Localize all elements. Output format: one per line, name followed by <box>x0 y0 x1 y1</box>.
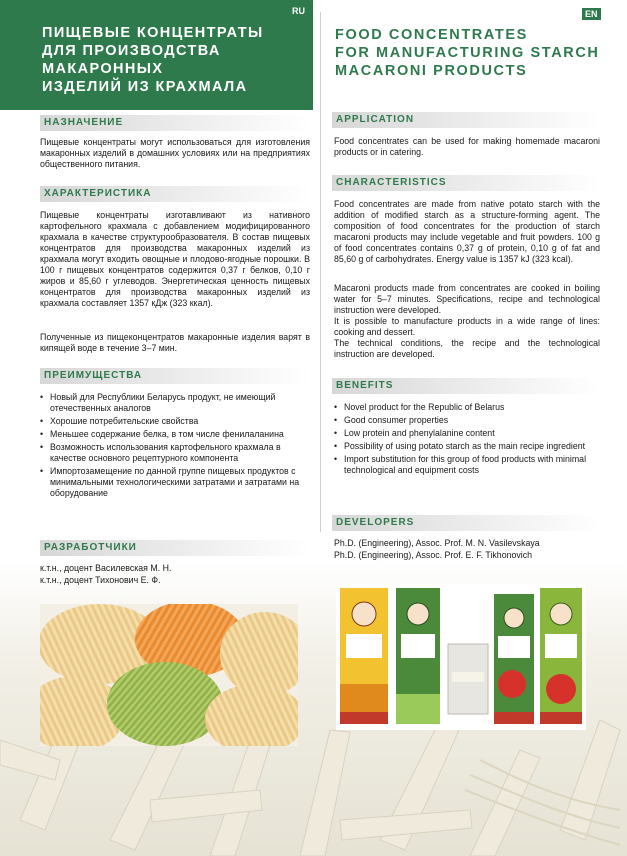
en-benefits-heading: BENEFITS <box>332 378 600 394</box>
en-developer-2: Ph.D. (Engineering), Assoc. Prof. E. F. Tikhonovich <box>334 550 533 560</box>
en-page-title: FOOD CONCENTRATES FOR MANUFACTURING STARCH MACARONI PRODUCTS <box>335 27 600 79</box>
ru-developer-1: к.т.н., доцент Василевская М. Н. <box>40 563 172 573</box>
en-language-label: EN <box>582 8 601 20</box>
column-divider <box>320 12 321 532</box>
list-item: • Good consumer properties <box>334 415 602 426</box>
ru-language-label: RU <box>292 6 305 16</box>
ru-characteristics-text-2: Полученные из пищеконцентратов макаронные изделия варят в кипящей воде в течение 3–7 мин. <box>40 332 310 353</box>
ru-advantages-list <box>40 392 312 501</box>
product-packages-photo <box>336 584 586 730</box>
ru-advantages-heading: ПРЕИМУЩЕСТВА <box>40 368 310 384</box>
list-item: • Low protein and phenylalanine content <box>334 428 602 439</box>
list-item: • Хорошие потребительские свойства <box>40 416 312 427</box>
en-developer-1: Ph.D. (Engineering), Assoc. Prof. M. N. Vasilevskaya <box>334 538 540 548</box>
list-item: • Новый для Республики Беларусь продукт, не имеющий отечественных аналогов <box>40 392 312 414</box>
en-benefits-list <box>334 402 602 478</box>
en-application-text: Food concentrates can be used for making homemade macaroni products or in catering. <box>334 136 600 157</box>
ru-characteristics-text-1: Пищевые концентраты изготавливают из нативного картофельного крахмала с добавлением модифицированного крахмала в качестве структурообразователя. В состав пищевых концентратов для производства макаронных изделий из крахмала могут входить овощные и плодово-ягодные порошки. В 100 г пищевых концентратов содержится 0,37 г белков, 0,10 г жиров и 85,60 г углеводов. Энергетическая ценность пищевых концентратов для производства макаронных изделий из крахмала составляет 1357 кДж (323 ккал). <box>40 210 310 308</box>
list-item: • Возможность использования картофельного крахмала в качестве основного рецептурного компонента <box>40 442 312 464</box>
ru-characteristics-heading: ХАРАКТЕРИСТИКА <box>40 186 310 202</box>
en-characteristics-text-3: It is possible to manufacture products in a wide range of lines: cooking and dessert. <box>334 316 600 337</box>
ru-page-title: ПИЩЕВЫЕ КОНЦЕНТРАТЫ ДЛЯ ПРОИЗВОДСТВА МАКАРОННЫХ ИЗДЕЛИЙ ИЗ КРАХМАЛА <box>42 25 264 95</box>
list-item: • Novel product for the Republic of Belarus <box>334 402 602 413</box>
ru-purpose-heading: НАЗНАЧЕНИЕ <box>40 115 310 131</box>
ru-purpose-text: Пищевые концентраты могут использоваться для изготовления макаронных изделий в домашних условиях или на предприятиях общественного питания. <box>40 137 310 169</box>
ru-developers-heading: РАЗРАБОТЧИКИ <box>40 540 310 556</box>
colored-pasta-nests-photo <box>40 604 298 746</box>
en-developers-heading: DEVELOPERS <box>332 515 600 531</box>
en-application-heading: APPLICATION <box>332 112 600 128</box>
list-item: • Import substitution for this group of food products with minimal technological and equipment costs <box>334 454 602 476</box>
ru-title-block <box>0 0 313 110</box>
en-characteristics-heading: CHARACTERISTICS <box>332 175 600 191</box>
list-item: • Импортозамещение по данной группе пищевых продуктов с минимальными технологическими затратами и затратами на оборудование <box>40 466 312 499</box>
ru-developer-2: к.т.н., доцент Тихонович Е. Ф. <box>40 575 161 585</box>
en-characteristics-text-2: Macaroni products made from concentrates are cooked in boiling water for 5–7 minutes. Specifications, recipe and technological instruction were developed. <box>334 283 600 315</box>
list-item: • Меньшее содержание белка, в том числе фенилаланина <box>40 429 312 440</box>
list-item: • Possibility of using potato starch as the main recipe ingredient <box>334 441 602 452</box>
en-characteristics-text-1: Food concentrates are made from native potato starch with the addition of modified starch as a structure-forming agent. The composition of food concentrates for the production of starch macaroni products may include vegetable and fruit powders. 100 g of food concentrates contains 0,37 g of protein, 0,10 g of fat and 85,60 g of carbohydrates. Energy value is 1357 kJ (323 kcal). <box>334 199 600 264</box>
en-characteristics-text-4: The technical conditions, the recipe and the technological instruction are developed. <box>334 338 600 359</box>
